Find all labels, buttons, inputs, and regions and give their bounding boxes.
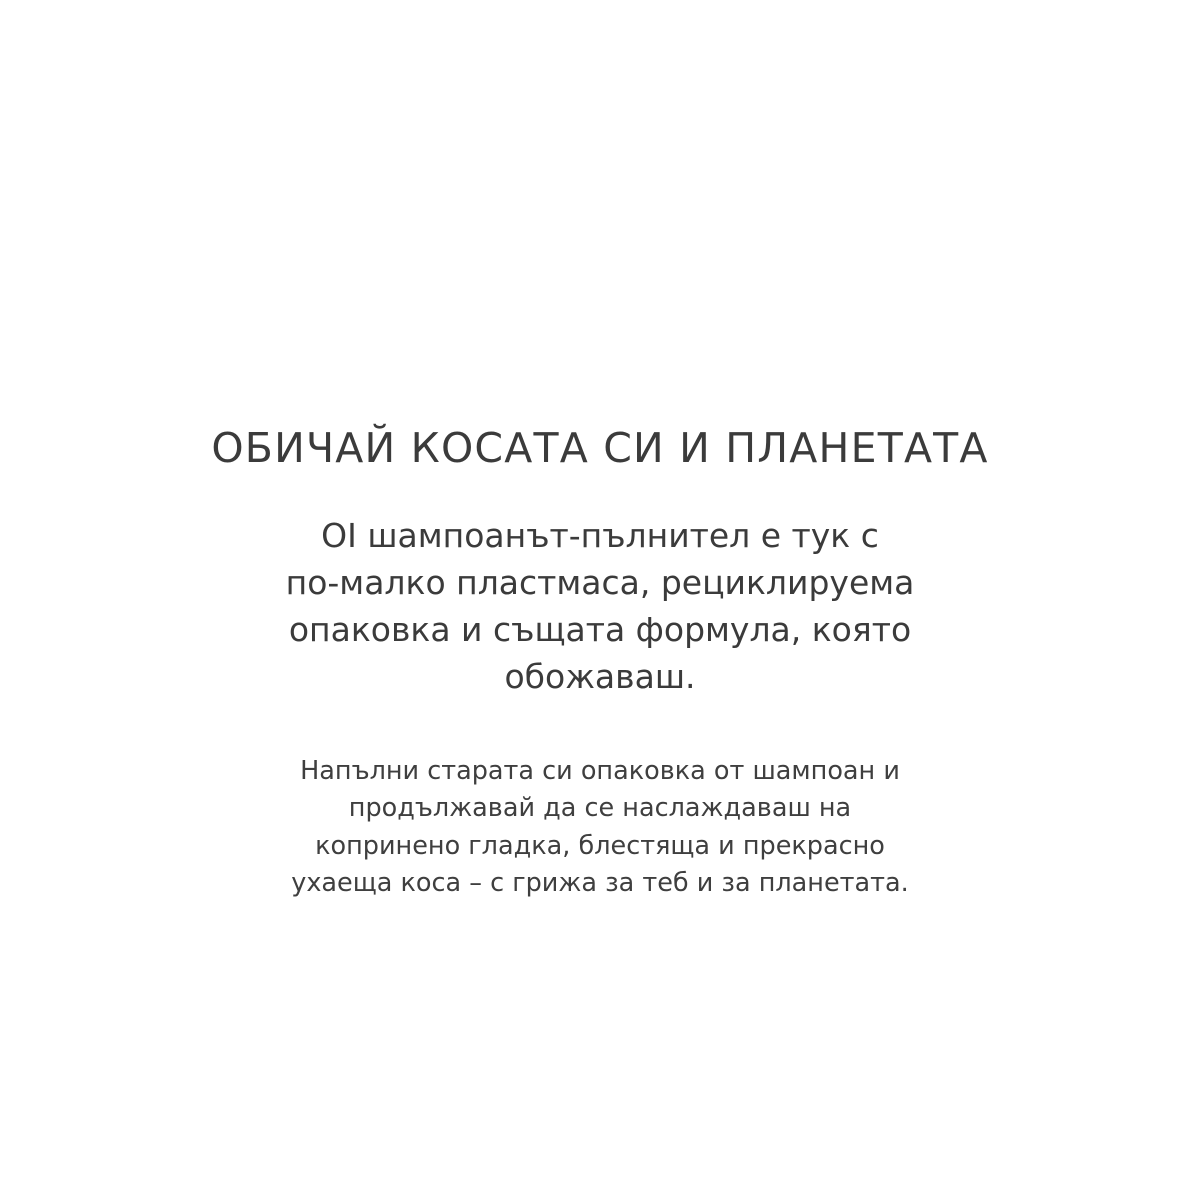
subheadline	[240, 513, 960, 700]
body-copy-line: копринено гладка, блестяща и прекрасно	[315, 830, 885, 861]
promo-content-block	[0, 424, 1200, 903]
subheadline-line: OI шампоанът-пълнител е тук с	[321, 516, 879, 556]
page-title: ОБИЧАЙ КОСАТА СИ И ПЛАНЕТАТА	[211, 424, 989, 472]
subheadline-line: опаковка и същата формула, която	[288, 609, 912, 649]
subheadline-line: обожаваш.	[504, 656, 696, 696]
body-copy-line: продължавай да се наслаждаваш на	[348, 793, 852, 824]
body-copy-line: ухаеща коса – с грижа за теб и за планетата.	[291, 868, 909, 899]
body-copy	[240, 753, 960, 903]
body-copy-line: Напълни старата си опаковка от шампоан и	[300, 755, 900, 786]
subheadline-line: по-малко пластмаса, рециклируема	[285, 563, 915, 603]
